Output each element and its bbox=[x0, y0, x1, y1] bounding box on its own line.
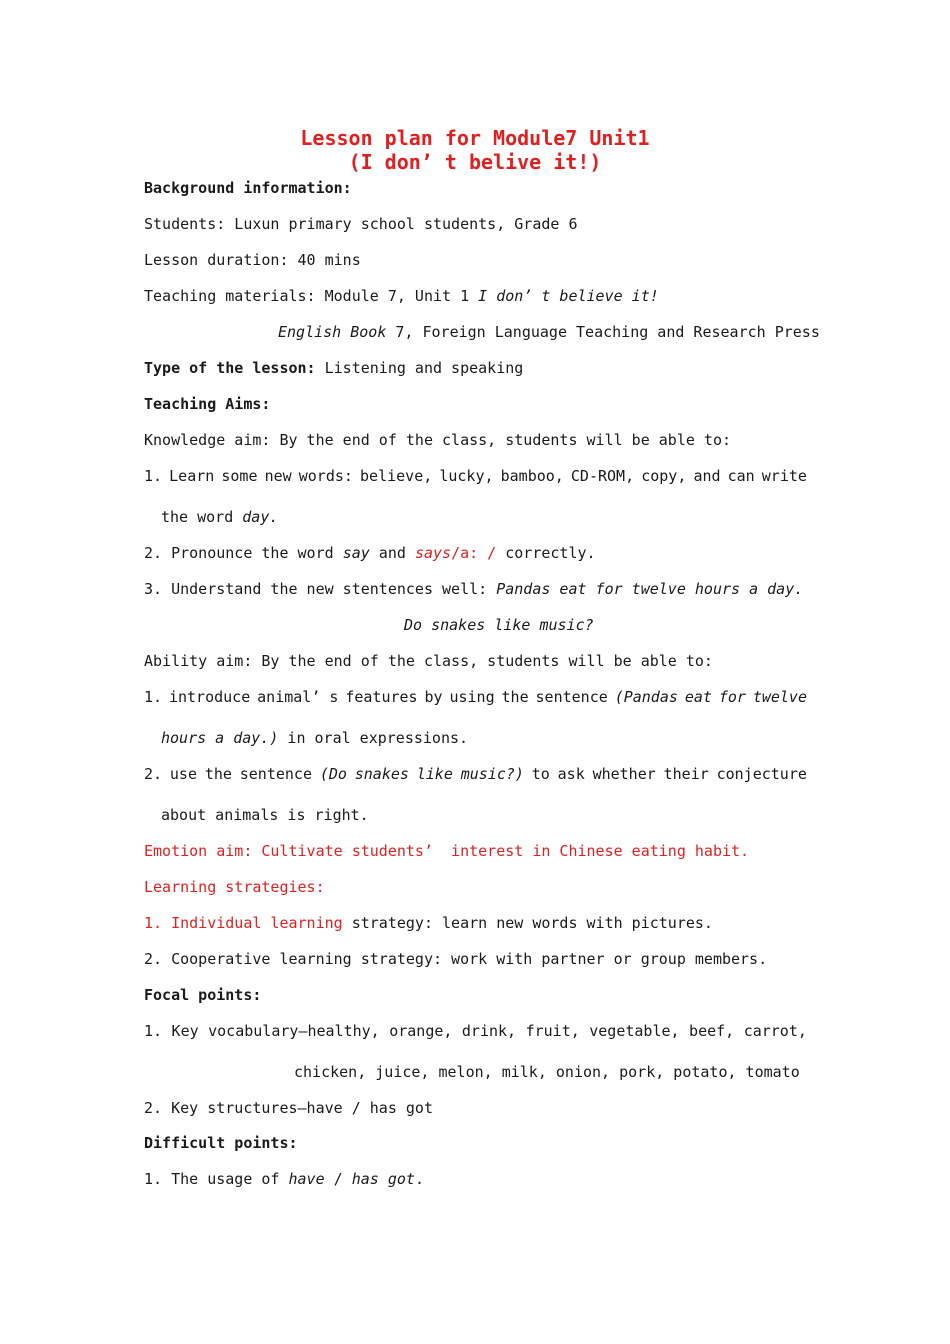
document-title-line-1: Lesson plan for Module7 Unit1 bbox=[300, 126, 650, 150]
word: by bbox=[424, 688, 443, 706]
word: introduce bbox=[168, 688, 251, 706]
ability-item-1 bbox=[144, 687, 807, 707]
students-line: Students: Luxun primary school students, Grade 6 bbox=[144, 215, 578, 233]
text: hours a day.) bbox=[161, 729, 279, 747]
background-heading: Background information: bbox=[144, 179, 352, 197]
word: 1. bbox=[144, 1022, 163, 1040]
word: beef, bbox=[689, 1022, 735, 1040]
duration-line: Lesson duration: 40 mins bbox=[144, 251, 361, 269]
knowledge-item-1 bbox=[144, 466, 807, 486]
lesson-type-label: Type of the lesson: bbox=[144, 359, 316, 377]
word: vocabulary—healthy, bbox=[208, 1022, 380, 1040]
ability-aim-intro: Ability aim: By the end of the class, students will be able to: bbox=[144, 652, 713, 670]
text: 2. Pronounce the word bbox=[144, 544, 343, 562]
book-rest: 7, Foreign Language Teaching and Research Press bbox=[386, 323, 820, 341]
word: ask bbox=[557, 765, 585, 783]
word: CD-ROM, bbox=[570, 467, 635, 485]
focal-item-2: 2. Key structures—have / has got bbox=[144, 1099, 433, 1117]
word: whether bbox=[592, 765, 656, 783]
knowledge-item-2 bbox=[144, 543, 596, 563]
knowledge-item-1-cont bbox=[161, 507, 278, 527]
word: 2. bbox=[144, 765, 163, 783]
emotion-aim: Emotion aim: Cultivate students’ interest in Chinese eating habit. bbox=[144, 842, 750, 860]
strategy-item-1 bbox=[144, 913, 713, 933]
word: conjecture bbox=[716, 765, 807, 783]
word: sentence bbox=[535, 688, 608, 706]
knowledge-item-3-sentence-2: Do snakes like music? bbox=[404, 616, 594, 634]
word-day: day. bbox=[242, 508, 279, 526]
book-title: English Book bbox=[278, 323, 387, 341]
word: eat bbox=[684, 688, 712, 706]
text: 1. Individual learning bbox=[144, 914, 343, 932]
phonetic: /a: / bbox=[451, 544, 497, 562]
word: sentence bbox=[239, 765, 312, 783]
word: for bbox=[718, 688, 746, 706]
text: 1. The usage of bbox=[144, 1170, 289, 1188]
word: some bbox=[221, 467, 258, 485]
word: Key bbox=[171, 1022, 199, 1040]
word: carrot, bbox=[743, 1022, 807, 1040]
word: snakes bbox=[354, 765, 409, 783]
word-says: says bbox=[414, 544, 452, 562]
materials-prefix: Teaching materials: Module 7, Unit 1 bbox=[144, 287, 479, 305]
knowledge-aim-intro: Knowledge aim: By the end of the class, students will be able to: bbox=[144, 431, 731, 449]
word: new bbox=[264, 467, 292, 485]
strategy-item-2: 2. Cooperative learning strategy: work with partner or group members. bbox=[144, 950, 768, 968]
document-title-line-2: (I don’ t belive it!) bbox=[348, 150, 602, 174]
word: music?) bbox=[460, 765, 524, 783]
word: 1. bbox=[144, 688, 163, 706]
lesson-type-value: Listening and speaking bbox=[315, 359, 524, 377]
word: orange, bbox=[389, 1022, 453, 1040]
focal-item-1-cont: chicken, juice, melon, milk, onion, pork, potato, tomato bbox=[294, 1063, 800, 1081]
book-line bbox=[278, 322, 820, 342]
word: the bbox=[204, 765, 232, 783]
text: correctly. bbox=[496, 544, 596, 562]
text: strategy: learn new words with pictures. bbox=[342, 914, 713, 932]
word: Learn bbox=[169, 467, 215, 485]
ability-item-2 bbox=[144, 764, 807, 784]
word-has-got: has got bbox=[351, 1170, 415, 1188]
word: and bbox=[693, 467, 721, 485]
text: the word bbox=[161, 508, 243, 526]
word: lucky, bbox=[439, 467, 494, 485]
word-have: have bbox=[288, 1170, 325, 1188]
word-say: say bbox=[342, 544, 370, 562]
teaching-aims-heading: Teaching Aims: bbox=[144, 395, 271, 413]
word: twelve bbox=[752, 688, 807, 706]
word: write bbox=[761, 467, 807, 485]
knowledge-item-3 bbox=[144, 579, 803, 599]
word: the bbox=[501, 688, 529, 706]
word: words: bbox=[298, 467, 353, 485]
difficult-points-heading: Difficult points: bbox=[144, 1134, 298, 1152]
materials-title: I don’ t believe it! bbox=[478, 287, 659, 305]
learning-strategies-heading: Learning strategies: bbox=[144, 878, 325, 896]
word: their bbox=[663, 765, 709, 783]
word: (Do bbox=[319, 765, 347, 783]
text: in oral expressions. bbox=[278, 729, 469, 747]
ability-item-1-cont bbox=[161, 728, 468, 748]
materials-line bbox=[144, 286, 659, 306]
word: animal’ s bbox=[257, 688, 339, 706]
text: / bbox=[324, 1170, 352, 1188]
word: bamboo, bbox=[500, 467, 564, 485]
word: to bbox=[531, 765, 550, 783]
text: . bbox=[414, 1170, 424, 1188]
word: 1. bbox=[144, 467, 163, 485]
word: drink, bbox=[461, 1022, 517, 1040]
sentence-1: Pandas eat for twelve hours a day. bbox=[496, 580, 804, 598]
word: believe, bbox=[360, 467, 433, 485]
ability-item-2-cont: about animals is right. bbox=[161, 806, 369, 824]
word: features bbox=[345, 688, 418, 706]
difficult-item-1 bbox=[144, 1169, 424, 1189]
focal-item-1 bbox=[144, 1021, 807, 1041]
text: 3. Understand the new stentences well: bbox=[144, 580, 497, 598]
word: using bbox=[449, 688, 495, 706]
word: can bbox=[727, 467, 755, 485]
word: fruit, bbox=[525, 1022, 580, 1040]
lesson-type-line bbox=[144, 358, 523, 378]
focal-points-heading: Focal points: bbox=[144, 986, 262, 1004]
word: (Pandas bbox=[614, 688, 678, 706]
word: vegetable, bbox=[589, 1022, 680, 1040]
word: copy, bbox=[641, 467, 687, 485]
word: like bbox=[416, 765, 453, 783]
word: use bbox=[169, 765, 197, 783]
text: and bbox=[369, 544, 415, 562]
